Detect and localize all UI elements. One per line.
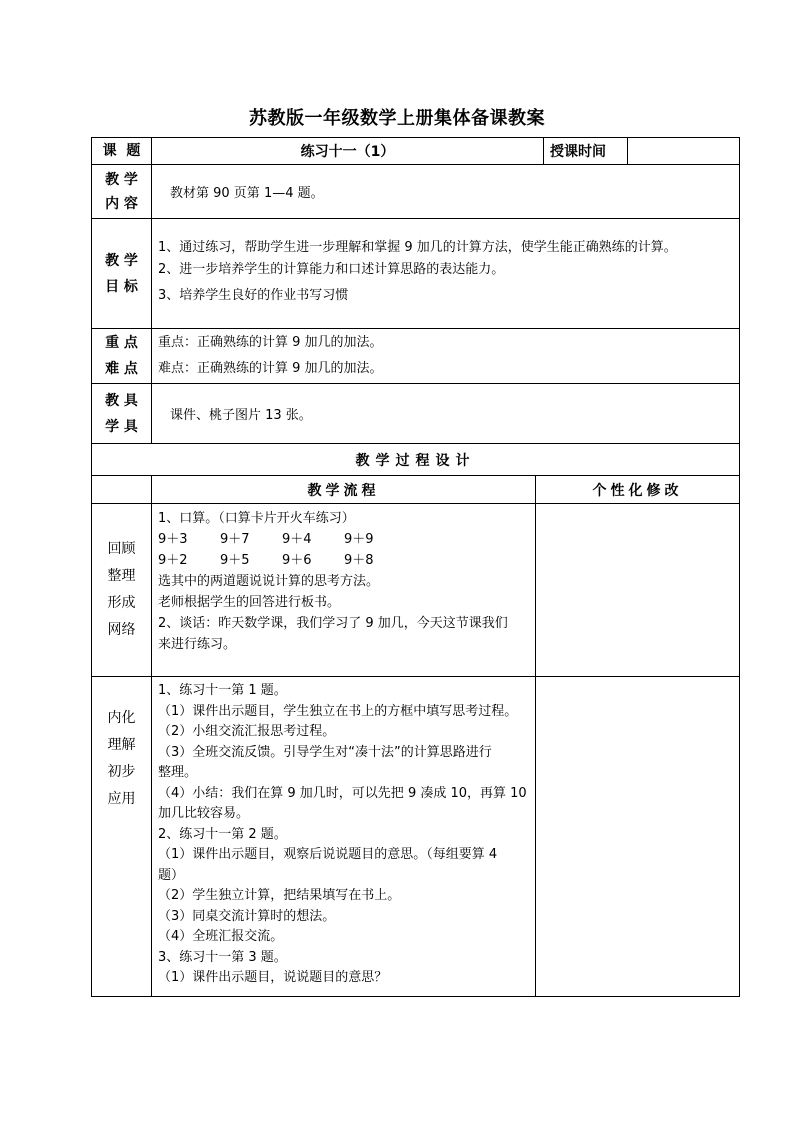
calc-item: 9＋5	[220, 553, 250, 568]
lesson-plan-table	[91, 137, 740, 997]
goals-list	[152, 219, 740, 329]
section2-content	[152, 677, 536, 997]
section2-line: （3）全班交流反馈。引导学生对“凑十法”的计算思路进行	[158, 744, 492, 760]
subject-value: 练习十一（1）	[152, 138, 544, 165]
content-text: 教材第 90 页第 1—4 题。	[152, 165, 740, 219]
section2-line: 整理。	[158, 765, 198, 780]
section1-line: 老师根据学生的回答进行板书。	[158, 595, 341, 610]
calc-item: 9＋6	[282, 553, 312, 568]
section2-line: 题）	[158, 867, 185, 883]
time-value	[628, 138, 740, 165]
goal-item: 1、通过练习，帮助学生进一步理解和掌握 9 加几的计算方法，使学生能正确熟练的计算。	[158, 239, 677, 255]
keypoints-text	[152, 329, 740, 384]
section2-line: 1、练习十一第 1 题。	[158, 683, 287, 698]
modify-header: 个性化修改	[536, 476, 740, 504]
key-point: 重点：正确熟练的计算 9 加几的加法。	[158, 335, 383, 350]
document-title: 苏教版一年级数学上册集体备课教案	[249, 108, 545, 129]
calc-row	[158, 529, 535, 550]
calc-item: 9＋3	[158, 532, 188, 547]
section2-line: （1）课件出示题目，说说题目的意思？	[158, 970, 388, 985]
calc-item: 9＋9	[344, 532, 374, 547]
goal-item: 3、培养学生良好的作业书写习惯	[158, 287, 349, 303]
keypoints-label: 重 点 难 点	[92, 329, 152, 384]
section2-line: （3）同桌交流计算时的想法。	[158, 908, 336, 924]
section1-label: 回顾 整理 形成 网络	[92, 504, 152, 677]
calc-item: 9＋2	[158, 553, 188, 568]
section2-line: （2）小组交流汇报思考过程。	[158, 724, 336, 739]
section2-line: 2、练习十一第 2 题。	[158, 826, 287, 842]
tools-text: 课件、桃子图片 13 张。	[152, 384, 740, 444]
calc-item: 9＋4	[282, 532, 312, 547]
content-label: 教 学 内 容	[92, 165, 152, 219]
calc-item: 9＋8	[344, 553, 374, 568]
section1-line: 2、谈话：昨天数学课，我们学习了 9 加几，今天这节课我们	[158, 616, 508, 631]
section2-line: （2）学生独立计算，把结果填写在书上。	[158, 888, 401, 903]
section2-line: （1）课件出示题目，学生独立在书上的方框中填写思考过程。	[158, 703, 518, 719]
section2-line: 加几比较容易。	[158, 806, 250, 821]
time-label: 授课时间	[544, 138, 628, 165]
section2-line: 3、练习十一第 3 题。	[158, 949, 287, 965]
tools-label: 教 具 学 具	[92, 384, 152, 444]
section1-line: 来进行练习。	[158, 637, 237, 652]
section2-line: （1）课件出示题目，观察后说说题目的意思。（每组要算 4	[158, 847, 498, 862]
process-header-blank	[92, 476, 152, 504]
section2-line: （4）全班汇报交流。	[158, 929, 284, 944]
goal-item: 2、进一步培养学生的计算能力和口述计算思路的表达能力。	[158, 261, 505, 277]
goals-label: 教 学 目 标	[92, 219, 152, 329]
section1-modify	[536, 504, 740, 677]
calc-item: 9＋7	[220, 532, 250, 547]
subject-label: 课 题	[92, 138, 152, 165]
section2-modify	[536, 677, 740, 997]
section2-line: （4）小结：我们在算 9 加几时，可以先把 9 凑成 10，再算 10	[158, 785, 527, 801]
section1-content	[152, 504, 536, 677]
process-title: 教学过程设计	[92, 444, 740, 476]
difficult-point: 难点：正确熟练的计算 9 加几的加法。	[158, 361, 383, 376]
section1-line: 1、口算。（口算卡片开火车练习）	[158, 511, 355, 526]
section1-line: 选其中的两道题说说计算的思考方法。	[158, 574, 380, 589]
calc-row	[158, 550, 535, 571]
flow-header: 教学流程	[152, 476, 536, 504]
section2-label: 内化 理解 初步 应用	[92, 677, 152, 997]
